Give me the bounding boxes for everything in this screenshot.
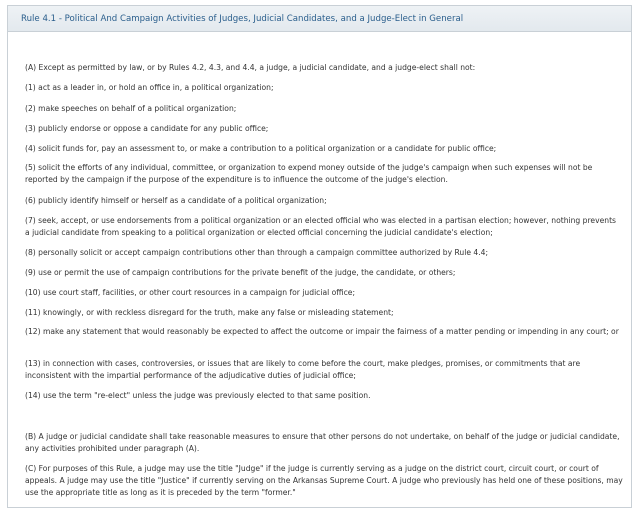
paragraph-a8: (8) personally solicit or accept campaign contributions other than through a campaign committee authorized by Rule 4.4; — [25, 248, 489, 257]
paragraph-a14: (14) use the term "re-elect" unless the judge was previously elected to that same position. — [25, 391, 371, 400]
paragraph-a12: (12) make any statement that would reasonably be expected to affect the outcome or impair the fairness of a matter pending or impending in any court; or — [25, 327, 619, 336]
rule-header — [8, 6, 631, 32]
paragraph-a: (A) Except as permitted by law, or by Rules 4.2, 4.3, and 4.4, a judge, a judicial candidate, and a judge-elect shall not: — [25, 63, 476, 72]
rule-panel — [7, 5, 632, 508]
paragraph-a1: (1) act as a leader in, or hold an office in, a political organization; — [25, 83, 274, 92]
paragraph-a2: (2) make speeches on behalf of a political organization; — [25, 104, 237, 113]
paragraph-a11: (11) knowingly, or with reckless disregard for the truth, make any false or misleading statement; — [25, 308, 394, 317]
paragraph-a10: (10) use court staff, facilities, or other court resources in a campaign for judicial office; — [25, 288, 356, 297]
paragraph-a6: (6) publicly identify himself or herself as a candidate of a political organization; — [25, 196, 327, 205]
paragraph-a5: (5) solicit the efforts of any individual, committee, or organization to expend money outside of the judge's campaign when such expenses will not be reported by the campaign if the purpose of the expenditure is to influence the outcome of the judge's election. — [25, 163, 593, 184]
paragraph-a4: (4) solicit funds for, pay an assessment to, or make a contribution to a political organization or a candidate for public office; — [25, 144, 497, 153]
paragraph-a9: (9) use or permit the use of campaign contributions for the private benefit of the judge, the candidate, or others; — [25, 268, 456, 277]
rule-title: Rule 4.1 - Political And Campaign Activities of Judges, Judicial Candidates, and a Judge-Elect in General — [21, 13, 464, 24]
paragraph-b: (B) A judge or judicial candidate shall take reasonable measures to ensure that other persons do not undertake, on behalf of the judge or judicial candidate, any activities prohibited under paragraph (A). — [25, 432, 620, 453]
paragraph-a3: (3) publicly endorse or oppose a candidate for any public office; — [25, 124, 269, 133]
paragraph-a13: (13) in connection with cases, controversies, or issues that are likely to come before the court, make pledges, promises, or commitments that are inconsistent with the impartial performance of the adjudicative duties of judicial office; — [25, 359, 581, 380]
paragraph-a7: (7) seek, accept, or use endorsements from a political organization or an elected official who was elected in a partisan election; however, nothing prevents a judicial candidate from speaking to a political organization or elected official concerning the judicial candidate's election; — [25, 216, 617, 237]
paragraph-c: (C) For purposes of this Rule, a judge may use the title "Judge" if the judge is currently serving as a judge on the district court, circuit court, or court of appeals. A judge may use the title "Justice" if currently serving on the Arkansas Supreme Court. A judge who previously has held one of these positions, may use the appropriate title as long as it is preceded by the term "former." — [25, 464, 623, 497]
